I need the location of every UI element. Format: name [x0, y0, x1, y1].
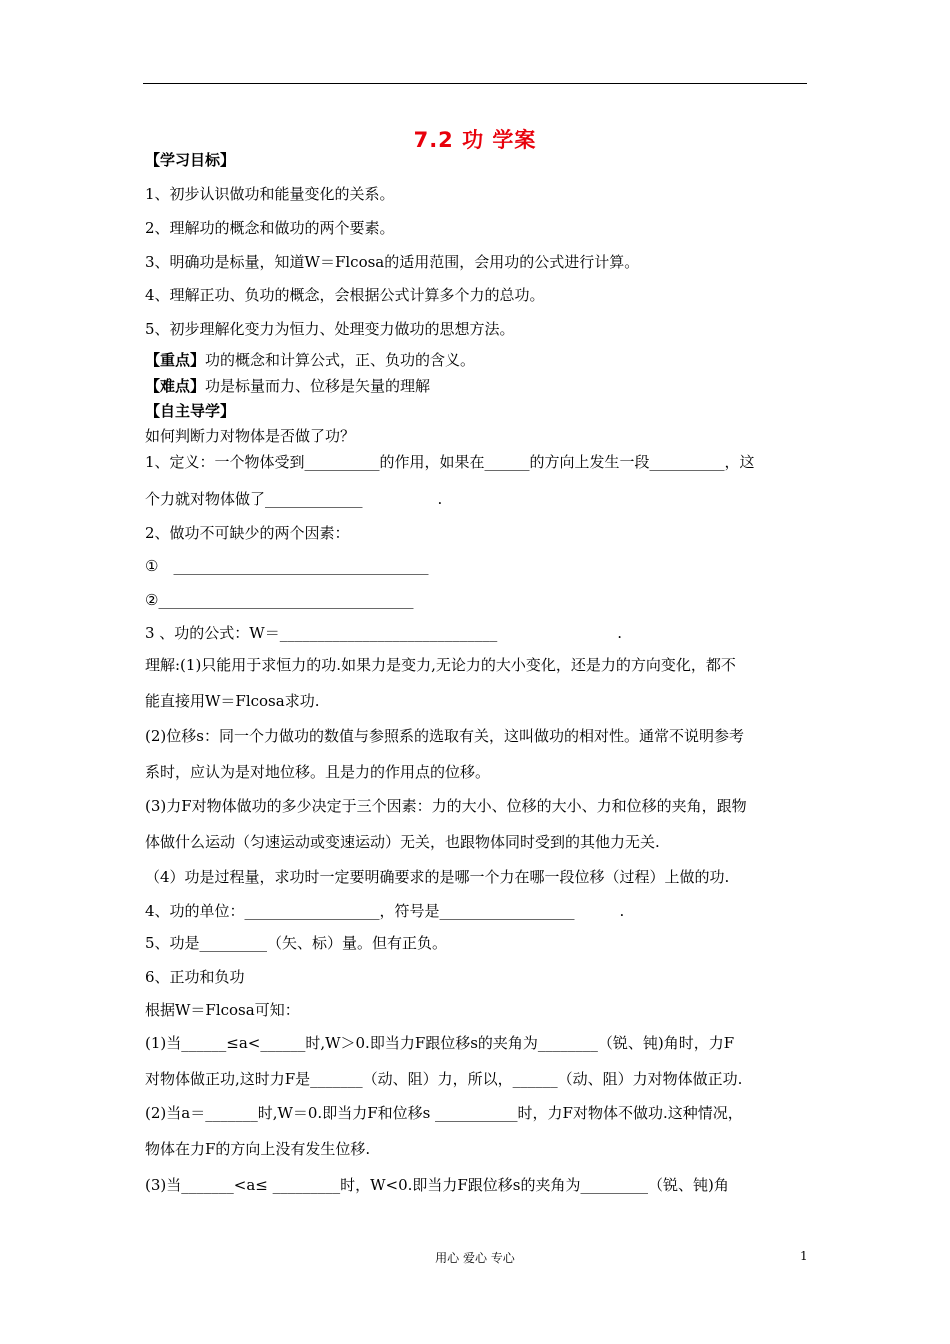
- difficulties-text: 功是标量而力、位移是矢量的理解: [205, 377, 431, 395]
- case-2a: (2)当a＝_______时,W＝0.即当力F和位移s ___________时，力F对物体不做功.这种情况，: [145, 1104, 743, 1122]
- understanding-4: （4）功是过程量，求功时一定要明确要求的是哪一个力在哪一段位移（过程）上做的功.: [145, 868, 730, 886]
- objective-1: 1、初步认识做功和能量变化的关系。: [145, 185, 395, 203]
- objective-2: 2、理解功的概念和做功的两个要素。: [145, 219, 395, 237]
- case-3a: (3)当_______<a≤ _________时，W<0.即当力F跟位移s的夹角为_________（锐、钝)角: [145, 1176, 729, 1194]
- definition-line-2: 个力就对物体做了_____________ .: [145, 490, 443, 508]
- case-1a: (1)当______≤a<______时,W＞0.即当力F跟位移s的夹角为________（锐、钝)角时，力F: [145, 1034, 735, 1052]
- objective-4: 4、理解正功、负功的概念，会根据公式计算多个力的总功。: [145, 286, 545, 304]
- understanding-1a: 理解:(1)只能用于求恒力的功.如果力是变力,无论力的大小变化，还是力的方向变化，都不: [145, 656, 736, 674]
- difficulties-line: [145, 376, 430, 396]
- formula-reference: 根据W＝Flcosa可知：: [145, 1001, 300, 1019]
- question-intro: 如何判断力对物体是否做了功？: [145, 427, 356, 445]
- understanding-1b: 能直接用W＝Flcosa求功.: [145, 692, 320, 710]
- scalar-line: 5、功是_________（矢、标）量。但有正负。: [145, 934, 448, 952]
- key-points-text: 功的概念和计算公式，正、负功的含义。: [205, 351, 476, 369]
- section-heading-objectives: 【学习目标】: [145, 151, 236, 169]
- objective-3: 3、明确功是标量，知道W＝Flcosa的适用范围，会用功的公式进行计算。: [145, 253, 640, 271]
- understanding-3a: (3)力F对物体做功的多少决定于三个因素：力的大小、位移的大小、力和位移的夹角，跟物: [145, 797, 747, 815]
- key-points-line: [145, 350, 475, 370]
- page-title: 7.2 功 学案: [413, 128, 537, 152]
- page-footer: 用心 爱心 专心: [435, 1251, 515, 1265]
- understanding-2b: 系时，应认为是对地位移。且是力的作用点的位移。: [145, 763, 491, 781]
- section-heading-self-study: 【自主导学】: [145, 402, 236, 420]
- understanding-3b: 体做什么运动（匀速运动或变速运动）无关，也跟物体同时受到的其他力无关.: [145, 833, 660, 851]
- page-number: 1: [800, 1249, 808, 1263]
- definition-line-1: 1、定义：一个物体受到__________的作用，如果在______的方向上发生一段__________，这: [145, 453, 755, 471]
- difficulties-label: 【难点】: [145, 377, 206, 395]
- unit-line: 4、功的单位：__________________，符号是__________________ .: [145, 902, 625, 920]
- formula-line: 3 、功的公式：W＝_____________________________ .: [145, 624, 622, 642]
- objective-5: 5、初步理解化变力为恒力、处理变力做功的思想方法。: [145, 320, 515, 338]
- positive-negative-heading: 6、正功和负功: [145, 968, 245, 986]
- key-points-label: 【重点】: [145, 351, 206, 369]
- factors-heading: 2、做功不可缺少的两个因素：: [145, 524, 350, 542]
- case-1b: 对物体做正功,这时力F是_______（动、阻）力，所以，______（动、阻）力对物体做正功.: [145, 1070, 743, 1088]
- case-2b: 物体在力F的方向上没有发生位移.: [145, 1140, 371, 1158]
- factor-1-blank: ① __________________________________: [145, 557, 429, 575]
- header-rule: [143, 83, 807, 84]
- understanding-2a: (2)位移s：同一个力做功的数值与参照系的选取有关，这叫做功的相对性。通常不说明参考: [145, 727, 744, 745]
- factor-2-blank: ②__________________________________: [145, 591, 414, 609]
